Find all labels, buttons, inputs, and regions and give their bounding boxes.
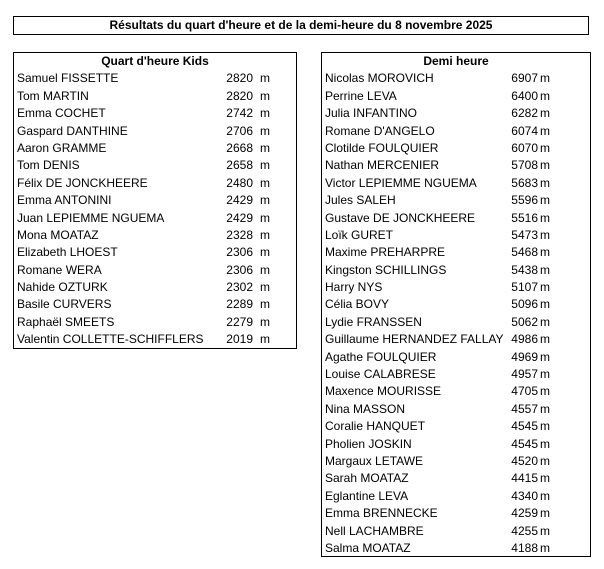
participant-name: Mona MOATAZ xyxy=(17,227,99,242)
distance-unit: m xyxy=(540,227,550,242)
distance-unit: m xyxy=(540,506,550,521)
table-row xyxy=(322,105,590,122)
distance-unit: m xyxy=(540,123,550,138)
table-row xyxy=(14,123,296,140)
distance-unit: m xyxy=(540,314,550,329)
table-row xyxy=(322,192,590,209)
distance-value: 2429 xyxy=(226,193,253,208)
participant-name: Maxence MOURISSE xyxy=(325,384,442,399)
participant-name: Tom DENIS xyxy=(17,158,80,173)
distance-unit: m xyxy=(540,262,550,277)
participant-name: Basile CURVERS xyxy=(17,297,112,312)
distance-value: 4969 xyxy=(511,349,538,364)
participant-name: Samuel FISSETTE xyxy=(17,71,119,86)
distance-value: 4705 xyxy=(511,384,538,399)
table-row xyxy=(14,296,296,313)
distance-unit: m xyxy=(260,297,270,312)
participant-name: Louise CALABRESE xyxy=(325,367,436,382)
table-row xyxy=(14,157,296,174)
distance-value: 2820 xyxy=(226,88,253,103)
distance-unit: m xyxy=(540,210,550,225)
participant-name: Emma COCHET xyxy=(17,106,106,121)
participant-name: Loïk GURET xyxy=(325,227,394,242)
distance-value: 6074 xyxy=(511,123,538,138)
distance-value: 5096 xyxy=(511,297,538,312)
distance-value: 4255 xyxy=(511,523,538,538)
table-row xyxy=(322,140,590,157)
distance-value: 4545 xyxy=(511,419,538,434)
distance-unit: m xyxy=(260,71,270,86)
distance-value: 2328 xyxy=(226,227,253,242)
participant-name: Pholien JOSKIN xyxy=(325,436,412,451)
distance-value: 5107 xyxy=(511,280,538,295)
distance-unit: m xyxy=(260,175,270,190)
distance-value: 2302 xyxy=(226,280,253,295)
distance-unit: m xyxy=(260,314,270,329)
participant-name: Harry NYS xyxy=(325,280,383,295)
participant-name: Emma ANTONINI xyxy=(17,193,112,208)
demi-heure-results-table xyxy=(321,52,591,557)
table-row xyxy=(322,453,590,470)
distance-unit: m xyxy=(540,193,550,208)
participant-name: Lydie FRANSSEN xyxy=(325,314,422,329)
table-row xyxy=(322,88,590,105)
distance-value: 2668 xyxy=(226,140,253,155)
distance-unit: m xyxy=(260,227,270,242)
participant-name: Romane D'ANGELO xyxy=(325,123,435,138)
table-row xyxy=(322,314,590,331)
table-row xyxy=(322,488,590,505)
distance-unit: m xyxy=(540,175,550,190)
distance-unit: m xyxy=(260,158,270,173)
table-row xyxy=(322,296,590,313)
distance-value: 5468 xyxy=(511,245,538,260)
participant-name: Maxime PREHARPRE xyxy=(325,245,446,260)
table-row xyxy=(322,227,590,244)
distance-value: 2306 xyxy=(226,245,253,260)
table-row xyxy=(14,70,296,87)
distance-unit: m xyxy=(260,88,270,103)
table-row xyxy=(322,436,590,453)
distance-unit: m xyxy=(260,332,270,347)
distance-value: 5516 xyxy=(511,210,538,225)
participant-name: Emma BRENNECKE xyxy=(325,506,438,521)
table-row xyxy=(14,192,296,209)
distance-value: 2658 xyxy=(226,158,253,173)
distance-unit: m xyxy=(260,140,270,155)
distance-unit: m xyxy=(540,140,550,155)
table-row xyxy=(14,105,296,122)
participant-name: Aaron GRAMME xyxy=(17,140,107,155)
distance-unit: m xyxy=(540,401,550,416)
distance-value: 2742 xyxy=(226,106,253,121)
participant-name: Guillaume HERNANDEZ FALLAY xyxy=(325,332,504,347)
distance-value: 2279 xyxy=(226,314,253,329)
table-row xyxy=(322,523,590,540)
table-row xyxy=(14,262,296,279)
distance-unit: m xyxy=(540,280,550,295)
distance-value: 5596 xyxy=(511,193,538,208)
table-row xyxy=(322,175,590,192)
table-row xyxy=(322,70,590,87)
table-row xyxy=(14,227,296,244)
distance-unit: m xyxy=(260,245,270,260)
distance-unit: m xyxy=(540,523,550,538)
kids-results-table xyxy=(13,52,297,349)
distance-value: 2429 xyxy=(226,210,253,225)
table-row xyxy=(322,418,590,435)
participant-name: Gaspard DANTHINE xyxy=(17,123,128,138)
kids-table-header: Quart d'heure Kids xyxy=(101,54,209,68)
participant-name: Clotilde FOULQUIER xyxy=(325,140,439,155)
participant-name: Gustave DE JONCKHEERE xyxy=(325,210,476,225)
distance-unit: m xyxy=(260,262,270,277)
distance-value: 2019 xyxy=(226,332,253,347)
table-row xyxy=(14,279,296,296)
distance-value: 5708 xyxy=(511,158,538,173)
participant-name: Valentin COLLETTE-SCHIFFLERS xyxy=(17,332,204,347)
distance-unit: m xyxy=(540,71,550,86)
distance-unit: m xyxy=(540,297,550,312)
table-row xyxy=(14,244,296,261)
distance-unit: m xyxy=(540,419,550,434)
participant-name: Nell LACHAMBRE xyxy=(325,523,424,538)
distance-unit: m xyxy=(540,540,550,555)
distance-value: 5062 xyxy=(511,314,538,329)
distance-value: 6070 xyxy=(511,140,538,155)
distance-unit: m xyxy=(260,280,270,295)
table-row xyxy=(14,314,296,331)
table-row xyxy=(322,244,590,261)
demi-heure-table-body xyxy=(322,70,590,557)
participant-name: Célia BOVY xyxy=(325,297,390,312)
distance-value: 2480 xyxy=(226,175,253,190)
distance-unit: m xyxy=(260,123,270,138)
participant-name: Raphaël SMEETS xyxy=(17,314,115,329)
distance-value: 2820 xyxy=(226,71,253,86)
participant-name: Jules SALEH xyxy=(325,193,396,208)
table-row xyxy=(322,470,590,487)
participant-name: Tom MARTIN xyxy=(17,88,89,103)
distance-unit: m xyxy=(260,210,270,225)
table-row xyxy=(322,349,590,366)
demi-heure-table-header: Demi heure xyxy=(423,54,489,68)
participant-name: Nicolas MOROVICH xyxy=(325,71,434,86)
distance-unit: m xyxy=(540,245,550,260)
participant-name: Kingston SCHILLINGS xyxy=(325,262,447,277)
distance-value: 5473 xyxy=(511,227,538,242)
participant-name: Margaux LETAWE xyxy=(325,453,424,468)
table-row xyxy=(322,401,590,418)
participant-name: Juan LEPIEMME NGUEMA xyxy=(17,210,165,225)
participant-name: Félix DE JONCKHEERE xyxy=(17,175,148,190)
participant-name: Agathe FOULQUIER xyxy=(325,349,437,364)
table-row xyxy=(14,140,296,157)
distance-unit: m xyxy=(540,384,550,399)
distance-value: 4986 xyxy=(511,332,538,347)
distance-value: 5438 xyxy=(511,262,538,277)
participant-name: Victor LEPIEMME NGUEMA xyxy=(325,175,477,190)
participant-name: Julia INFANTINO xyxy=(325,106,418,121)
table-row xyxy=(322,540,590,557)
distance-value: 4957 xyxy=(511,367,538,382)
participant-name: Coralie HANQUET xyxy=(325,419,426,434)
table-row xyxy=(322,366,590,383)
distance-value: 4520 xyxy=(511,453,538,468)
distance-unit: m xyxy=(540,488,550,503)
table-row xyxy=(322,123,590,140)
distance-unit: m xyxy=(540,367,550,382)
distance-value: 6400 xyxy=(511,88,538,103)
distance-value: 4259 xyxy=(511,506,538,521)
table-row xyxy=(322,210,590,227)
distance-value: 2289 xyxy=(226,297,253,312)
page-title: Résultats du quart d'heure et de la demi-heure du 8 novembre 2025 xyxy=(13,16,589,35)
participant-name: Romane WERA xyxy=(17,262,102,277)
participant-name: Nahide OZTURK xyxy=(17,280,108,295)
distance-unit: m xyxy=(540,436,550,451)
distance-unit: m xyxy=(540,106,550,121)
table-row xyxy=(322,157,590,174)
table-row xyxy=(322,262,590,279)
distance-value: 4415 xyxy=(511,471,538,486)
table-row xyxy=(322,383,590,400)
distance-value: 5683 xyxy=(511,175,538,190)
table-row xyxy=(14,210,296,227)
distance-unit: m xyxy=(540,332,550,347)
distance-value: 2306 xyxy=(226,262,253,277)
participant-name: Nina MASSON xyxy=(325,401,406,416)
distance-value: 6282 xyxy=(511,106,538,121)
participant-name: Sarah MOATAZ xyxy=(325,471,409,486)
distance-value: 4557 xyxy=(511,401,538,416)
distance-value: 6907 xyxy=(511,71,538,86)
participant-name: Salma MOATAZ xyxy=(325,540,411,555)
participant-name: Elizabeth LHOEST xyxy=(17,245,118,260)
table-row xyxy=(322,279,590,296)
kids-table-body xyxy=(14,70,296,348)
table-row xyxy=(14,175,296,192)
distance-value: 4545 xyxy=(511,436,538,451)
participant-name: Eglantine LEVA xyxy=(325,488,409,503)
distance-value: 4340 xyxy=(511,488,538,503)
distance-unit: m xyxy=(260,193,270,208)
distance-unit: m xyxy=(540,349,550,364)
table-row xyxy=(14,88,296,105)
distance-unit: m xyxy=(540,471,550,486)
distance-unit: m xyxy=(540,453,550,468)
distance-unit: m xyxy=(540,88,550,103)
table-row xyxy=(14,331,296,348)
distance-value: 2706 xyxy=(226,123,253,138)
table-row xyxy=(322,505,590,522)
distance-unit: m xyxy=(540,158,550,173)
participant-name: Perrine LEVA xyxy=(325,88,397,103)
table-row xyxy=(322,331,590,348)
distance-value: 4188 xyxy=(511,540,538,555)
distance-unit: m xyxy=(260,106,270,121)
participant-name: Nathan MERCENIER xyxy=(325,158,440,173)
